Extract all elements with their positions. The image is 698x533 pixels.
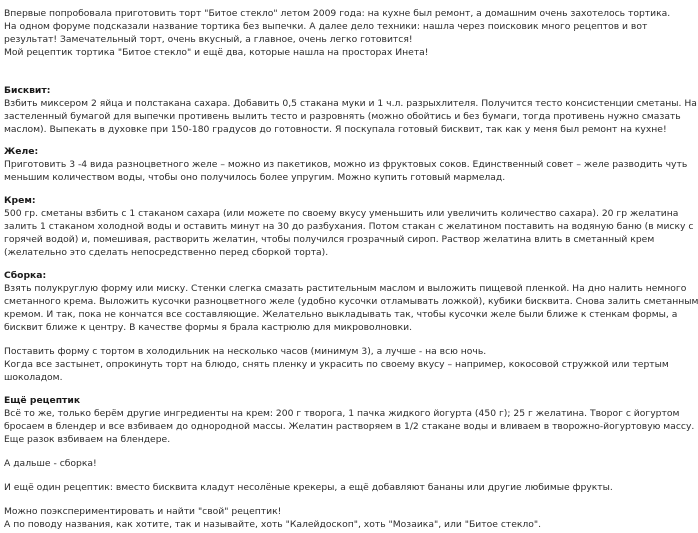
- third-recipe-line: И ещё один рецептик: вместо бисквита кладут несолёные крекеры, а ещё добавляют бананы или другие любимые фрукты.: [4, 482, 613, 493]
- section-heading-biscuit: Бисквит:: [4, 85, 51, 96]
- assembly-line: Поставить форму с тортом в холодильник на несколько часов (минимум 3), а лучше - на всю ночь.: [4, 346, 487, 357]
- cream-line: 500 гр. сметаны взбить с 1 стаканом сахара (или можете по своему вкусу уменьшить или увеличить количество сахара). 20 гр желатина: [4, 208, 679, 219]
- jelly-line: Приготовить 3 -4 вида разноцветного желе – можно из пакетиков, можно из фруктовых соков. Единственный совет – желе разводить чуть: [4, 159, 688, 170]
- intro-line: На одном форуме подсказали название тортика без выпечки. А далее дело техники: нашла через поисковик много рецептов и вот: [4, 21, 648, 32]
- assembly-line: Взять полукруглую форму или миску. Стенки слегка смазать растительным маслом и выложить пищевой пленкой. На дно налить немного: [4, 283, 687, 294]
- biscuit-line: маслом). Выпекать в духовке при 150-180 градусов до готовности. Я поскупала готовый бисквит, так как у меня был ремонт на кухне!: [4, 124, 667, 135]
- assembly-line: сметанного крема. Выложить кусочки разноцветного желе (удобно кусочки отламывать ложкой), кубики бисквита. Снова залить сметанным: [4, 296, 698, 307]
- biscuit-line: Взбить миксером 2 яйца и полстакана сахара. Добавить 0,5 стакана муки и 1 ч.л. разрыхлителя. Получится тесто консистенции сметаны. На: [4, 98, 697, 109]
- assembly-line: кремом. И так, пока не кончатся все составляющие. Желательно выкладывать так, чтобы кусочки желе были ближе к стенкам формы, а: [4, 309, 678, 320]
- assembly-line: шоколадом.: [4, 372, 63, 383]
- section-heading-cream: Крем:: [4, 195, 36, 206]
- intro-line: Впервые попробовала приготовить торт "Битое стекло" летом 2009 года: на кухне был ремонт, а домашним очень захотелось тортика.: [4, 8, 671, 19]
- assembly-note: А дальше - сборка!: [4, 458, 97, 469]
- section-heading-another-recipe: Ещё рецептик: [4, 395, 81, 406]
- another-recipe-line: Еще разок взбиваем на блендере.: [4, 434, 171, 445]
- outro-line: Можно поэкспериментировать и найти "свой" рецептик!: [4, 506, 282, 517]
- intro-line: Мой рецептик тортика "Битое стекло" и ещё два, которые нашла на просторах Инета!: [4, 47, 429, 58]
- another-recipe-line: бросаем в блендер и все взбиваем до однородной массы. Желатин растворяем в 1/2 стакане воды и вливаем в творожно-йогуртовую массу.: [4, 421, 695, 432]
- cream-line: горячей водой) и, помешивая, растворить желатин, чтобы получился грозрачный сироп. Раствор желатина влить в сметанный крем: [4, 234, 655, 245]
- outro-line: А по поводу названия, как хотите, так и называйте, хоть "Калейдоскоп", хоть "Мозаика", или "Битое стекло".: [4, 519, 542, 530]
- assembly-line: бисквит ближе к центру. В качестве формы я брала кастрюлю для микроволновки.: [4, 322, 413, 333]
- cream-line: залить 1 стаканом холодной воды и оставить минут на 30 до разбухания. Потом стакан с желатином поставить на водяную баню (в миску с: [4, 221, 694, 232]
- jelly-line: меньшим количеством воды, чтобы оно получилось более упругим. Можно купить готовый мармелад.: [4, 172, 506, 183]
- cream-line: (желательно это сделать непосредственно перед сборкой торта).: [4, 247, 329, 258]
- another-recipe-line: Всё то же, только берём другие ингредиенты на крем: 200 г творога, 1 пачка жидкого йогурта (450 г); 25 г желатина. Творог с йогуртом: [4, 408, 680, 419]
- biscuit-line: застеленный бумагой для выпечки противень вылить тесто и разровнять (можно обойтись и без бумаги, тогда противень нужно смазать: [4, 111, 681, 122]
- assembly-line: Когда все застынет, опрокинуть торт на блюдо, снять пленку и украсить по своему вкусу – например, кокосовой стружкой или тертым: [4, 359, 669, 370]
- section-heading-assembly: Сборка:: [4, 270, 47, 281]
- section-heading-jelly: Желе:: [4, 146, 39, 157]
- intro-line: результат! Замечательный торт, очень вкусный, а главное, очень легко готовится!: [4, 34, 413, 45]
